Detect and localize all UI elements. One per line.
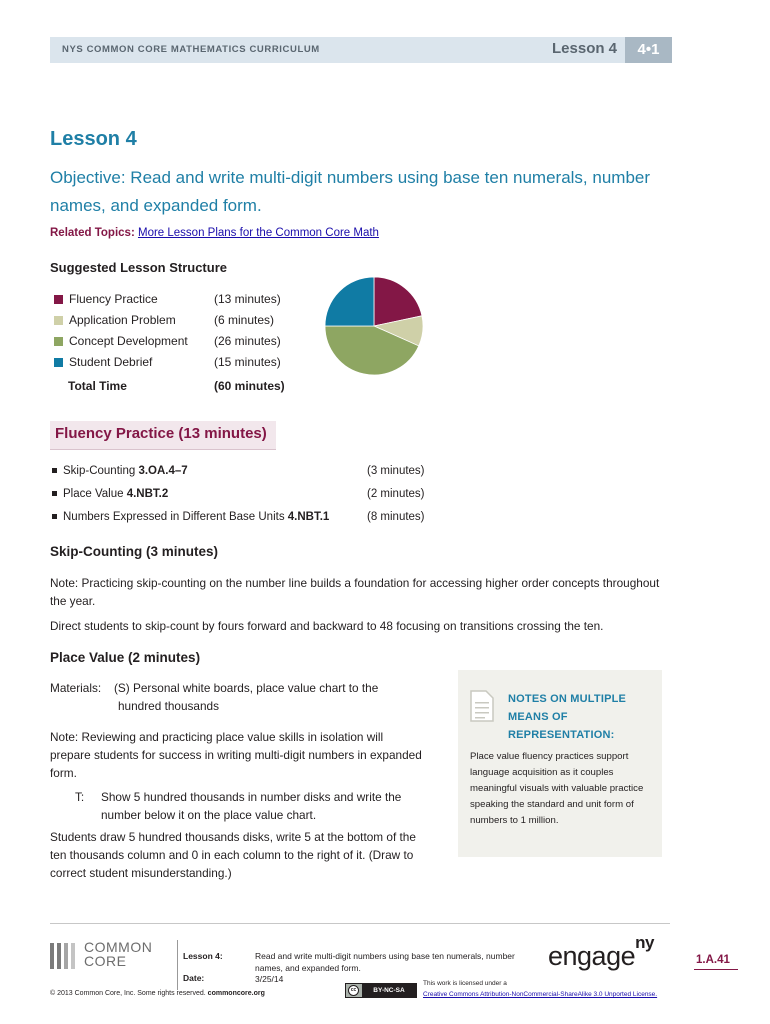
fluency-list — [50, 465, 450, 534]
engageny-logo — [548, 933, 654, 972]
bullet-icon — [52, 468, 57, 473]
lesson-structure-title: Suggested Lesson Structure — [50, 260, 227, 275]
color-swatch — [54, 295, 63, 304]
bullet-icon — [52, 514, 57, 519]
color-swatch — [54, 337, 63, 346]
objective: Objective: Read and write multi-digit numbers using base ten numerals, number names, and expanded form. — [50, 168, 651, 215]
teacher-text: Show 5 hundred thousands in number disks and write the number below it on the place value chart. — [101, 790, 402, 822]
place-value-title: Place Value (2 minutes) — [50, 650, 201, 665]
footer-date: 3/25/14 — [255, 974, 284, 984]
fluency-practice-title: Fluency Practice (13 minutes) — [55, 425, 267, 442]
color-swatch — [54, 358, 63, 367]
page-header — [50, 37, 672, 63]
structure-item-minutes: (26 minutes) — [214, 334, 281, 348]
structure-item-name: Fluency Practice — [69, 292, 158, 306]
fluency-item-name: Place Value — [63, 488, 127, 500]
related-topics — [50, 227, 379, 239]
fluency-item-standard: 4.NBT.1 — [287, 511, 330, 523]
cc-license-badge — [345, 983, 417, 998]
fluency-item-standard: 3.OA.4–7 — [138, 465, 188, 477]
structure-row — [54, 313, 304, 334]
fluency-item — [50, 488, 450, 511]
related-topics-label: Related Topics: — [50, 227, 135, 239]
total-time-minutes: (60 minutes) — [214, 379, 285, 393]
page-number-underline — [694, 969, 738, 970]
logo-text-line-2: CORE — [84, 953, 127, 969]
curriculum-label: NYS COMMON CORE MATHEMATICS CURRICULUM — [62, 44, 320, 55]
related-topics-link[interactable]: More Lesson Plans for the Common Core Math — [137, 227, 379, 239]
footer-lesson-text: Read and write multi-digit numbers using base ten numerals, number names, and expanded form. — [255, 951, 515, 973]
place-value-note: Note: Reviewing and practicing place value skills in isolation will prepare students for success in writing multi-digit numbers in expanded form. — [50, 730, 422, 780]
structure-item-name: Concept Development — [69, 334, 188, 348]
bullet-icon — [52, 491, 57, 496]
common-core-logo — [50, 940, 170, 974]
ny-text: ny — [635, 933, 654, 952]
footer-lesson-label: Lesson 4: — [183, 951, 223, 961]
structure-item-minutes: (6 minutes) — [214, 313, 275, 327]
logo-bar — [57, 943, 61, 969]
notes-body: Place value fluency practices support language acquisition as it couples meaningful visuals with valuable practice speaking the standard and unit form of numbers to 1 million. — [470, 751, 644, 826]
structure-item-minutes: (15 minutes) — [214, 355, 281, 369]
license-link[interactable]: Creative Commons Attribution-NonCommercial-ShareAlike 3.0 Unported License. — [423, 991, 658, 998]
fluency-item-minutes: (3 minutes) — [367, 465, 425, 477]
engage-text: engage — [548, 941, 636, 971]
teacher-speaker: T: — [75, 790, 85, 804]
skip-counting-note: Note: Practicing skip-counting on the number line builds a foundation for accessing higher order concepts throughout the year. — [50, 576, 660, 608]
structure-row — [54, 334, 304, 355]
lesson-structure-list — [54, 292, 304, 376]
license-text: This work is licensed under a — [423, 980, 507, 987]
lesson-structure-pie-chart — [324, 276, 424, 376]
notes-heading: NOTES ON MULTIPLE MEANS OF REPRESENTATION: — [508, 693, 627, 741]
document-icon — [470, 690, 494, 722]
header-lesson: Lesson 4 — [552, 40, 618, 57]
footer-divider — [50, 923, 670, 924]
logo-text-line-1: COMMON — [84, 939, 153, 955]
total-time-label: Total Time — [68, 379, 127, 393]
structure-item-minutes: (13 minutes) — [214, 292, 281, 306]
pie-slice — [325, 277, 374, 326]
fluency-item-name: Numbers Expressed in Different Base Units — [63, 511, 288, 523]
copyright-site: commoncore.org — [207, 990, 265, 997]
fluency-practice-heading — [50, 421, 276, 450]
materials-label: Materials: — [50, 681, 102, 695]
page-number: 1.A.41 — [696, 954, 730, 966]
skip-counting-title: Skip-Counting (3 minutes) — [50, 544, 218, 559]
lesson-title: Lesson 4 — [50, 128, 137, 150]
fluency-item-minutes: (2 minutes) — [367, 488, 425, 500]
materials-line-2: hundred thousands — [118, 699, 220, 713]
logo-bar — [71, 943, 75, 969]
copyright-text: © 2013 Common Core, Inc. Some rights reserved. — [50, 990, 208, 997]
cc-icon: cc — [348, 985, 359, 996]
materials-line-1: (S) Personal white boards, place value chart to the — [114, 681, 379, 695]
notes-box — [458, 670, 662, 857]
header-module-badge: 4•1 — [625, 37, 672, 63]
students-text: Students draw 5 hundred thousands disks, write 5 at the bottom of the ten thousands column and 0 in each column to the right of it. (Draw to correct student misunderstanding.) — [50, 830, 416, 880]
footer-vertical-divider — [177, 940, 178, 990]
fluency-item — [50, 511, 450, 534]
structure-row — [54, 355, 304, 376]
structure-item-name: Student Debrief — [69, 355, 153, 369]
copyright — [50, 990, 265, 997]
footer-date-label: Date: — [183, 973, 205, 983]
cc-badge-label: BY-NC-SA — [362, 984, 416, 997]
fluency-item — [50, 465, 450, 488]
logo-bar — [64, 943, 68, 969]
logo-bar — [50, 943, 54, 969]
fluency-item-minutes: (8 minutes) — [367, 511, 425, 523]
structure-item-name: Application Problem — [69, 313, 176, 327]
structure-row — [54, 292, 304, 313]
skip-counting-direction: Direct students to skip-count by fours forward and backward to 48 focusing on transitions crossing the ten. — [50, 619, 604, 633]
fluency-item-name: Skip-Counting — [63, 465, 139, 477]
fluency-item-standard: 4.NBT.2 — [126, 488, 169, 500]
color-swatch — [54, 316, 63, 325]
